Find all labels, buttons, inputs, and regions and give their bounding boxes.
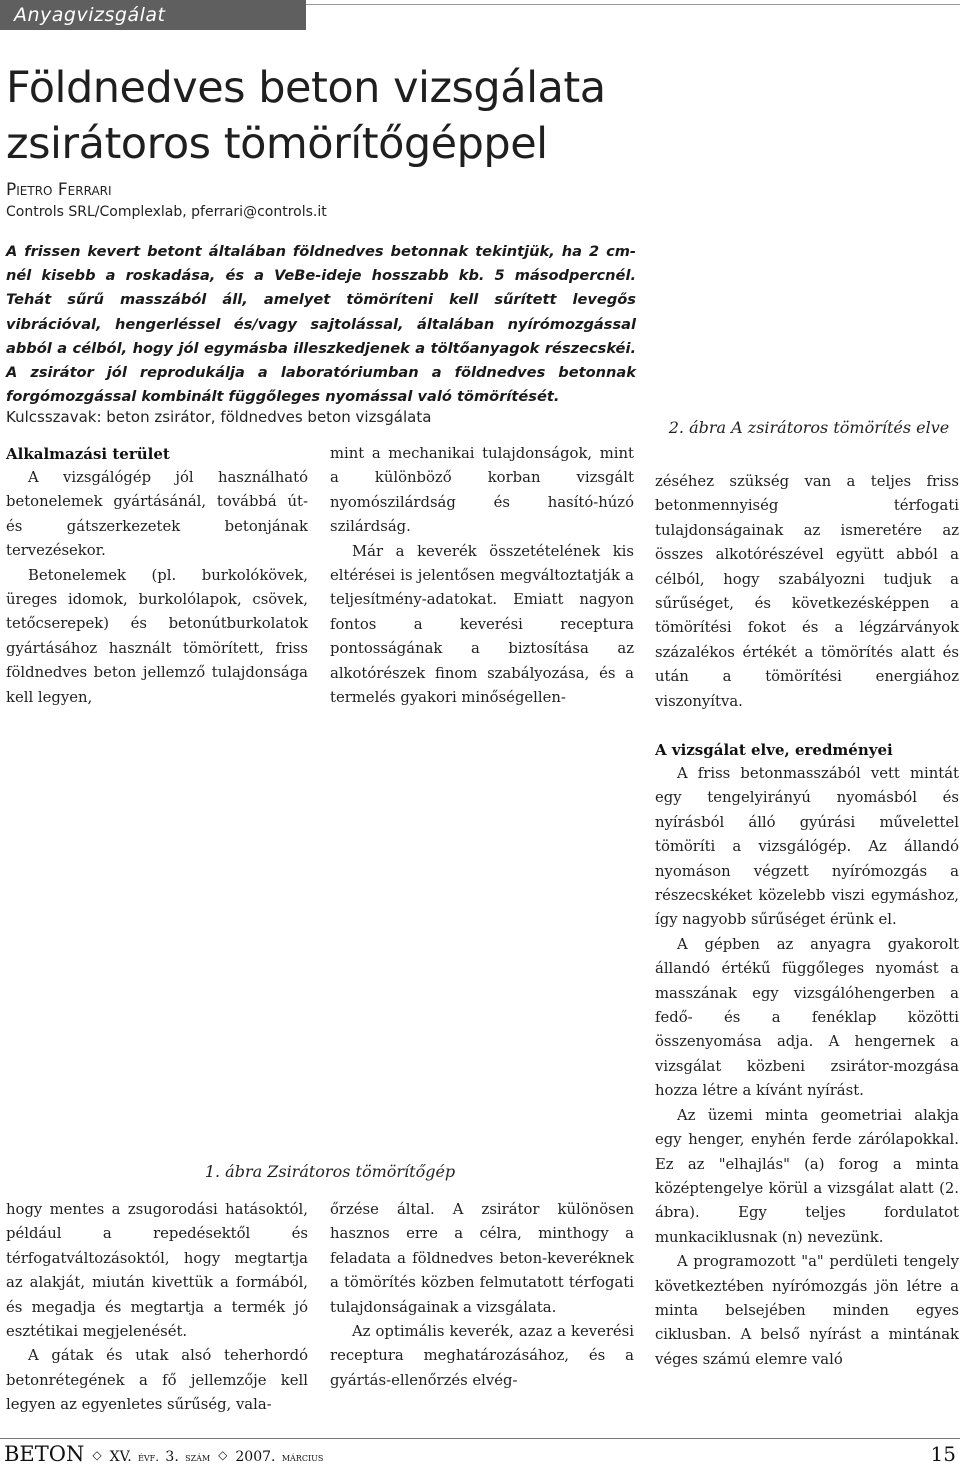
header-rule xyxy=(306,4,960,5)
footer-issue-info xyxy=(4,1442,323,1469)
figure-1-caption: 1. ábra Zsirátoros tömörítőgép xyxy=(204,1162,456,1181)
abstract: A frissen kevert betont általában földnedves betonnak tekintjük, ha 2 cm-nél kisebb a roskadása, és a VeBe-ideje hosszabb kb. 5 másodpercnél. Tehát sűrű masszából áll, amelyet tömöríteni kell sűrített levegős vibrációval, hengerléssel és/vagy sajtolással, általában nyírómozgással abból a célból, hogy jól egymásba illeszkedjenek a töltőanyagok részecskéi. A zsirátor jól reprodukálja a laboratóriumban a földnedves betonnak forgómozgással kombinált függőleges nyomással való tömörítését. xyxy=(6,243,636,406)
column-2-top xyxy=(330,442,634,710)
article-title xyxy=(6,60,766,172)
journal-name: BETON xyxy=(4,1442,85,1466)
column-3-bottom xyxy=(655,738,959,1372)
paragraph: Az optimális keverék, azaz a keverési receptura meghatározásához, és a gyártás-ellenőrzés elvég- xyxy=(330,1323,634,1389)
paragraph: A gépben az anyagra gyakorolt állandó értékű függőleges nyomást a masszának egy vizsgálóhengerben a fedő- és a fenéklap közötti összenyomása adja. A hengernek a vizsgálat közbeni zsirátor-mozgása hozza létre a kívánt nyírást. xyxy=(655,935,959,1100)
paragraph: Már a keverék összetételének kis eltérései is jelentősen megváltoztatják a teljesítmény-adatokat. Emiatt nagyon fontos a keverési receptura pontosságának a biztosítása az alkotórészek finom szabályozása, és a termelés gyakori minőségellen- xyxy=(330,542,634,707)
paragraph: Az üzemi minta geometriai alakja egy henger, enyhén ferde zárólapokkal. Ez az "elhajlás" (a) forog a minta középtengelye körül a vizsgálat alatt (2. ábra). Egy teljes fordulatot munkaciklusnak (n) nevezünk. xyxy=(655,1106,959,1246)
volume-label: évf. xyxy=(138,1450,160,1464)
paragraph: zéséhez szükség van a teljes friss betonmennyiség térfogati tulajdonságainak az ismeretére az összes alkotórészével együtt abból a célból, hogy szabályozni tudjuk a sűrűséget, és következésképpen a tömörítési fokot és a légzárványok százalékos értékét a tömörítés alatt és után a tömörítési energiához viszonyítva. xyxy=(655,473,959,710)
title-line-2: zsirátoros tömörítőgéppel xyxy=(6,119,548,169)
page-number: 15 xyxy=(930,1442,956,1466)
footer-rule xyxy=(0,1438,960,1439)
paragraph: őrzése által. A zsirátor különösen hasznos erre a célra, minthogy a feladata a földnedves beton-keveréknek a tömörítés közben felmutatott térfogati tulajdonságainak a vizsgálata. xyxy=(330,1201,634,1316)
issue-number: 3. xyxy=(165,1449,179,1465)
paragraph: A gátak és utak alsó teherhordó betonrétegének a fő jellemzője kell legyen az egyenletes sűrűség, vala- xyxy=(6,1347,308,1414)
column-2-bottom xyxy=(330,1198,634,1393)
paragraph: mint a mechanikai tulajdonságok, mint a különböző korban vizsgált nyomószilárdság és hasító-húzó szilárdság. xyxy=(330,445,634,536)
section-heading-principle: A vizsgálat elve, eredményei xyxy=(655,741,893,759)
month: március xyxy=(281,1450,324,1464)
diamond-icon: ◇ xyxy=(92,1448,102,1462)
paragraph: hogy mentes a zsugorodási hatásoktól, például a repedésektől és térfogatváltozásoktól, hogy megtartja az alakját, miután kivettük a formából, és megadja és megtartja a termék jó esztétikai megjelenését. xyxy=(6,1201,308,1341)
figure-2-caption: 2. ábra A zsirátoros tömörítés elve xyxy=(668,418,950,437)
issue-label: szám xyxy=(185,1450,211,1464)
author-name: Pietro Ferrari xyxy=(6,180,112,200)
paragraph: A vizsgálógép jól használható betonelemek gyártásánál, továbbá út- és gátszerkezetek betonjának tervezésekor. xyxy=(6,469,308,560)
paragraph: Betonelemek (pl. burkolókövek, üreges idomok, burkolólapok, csövek, tetőcserepek) és betonútburkolatok gyártásához használt tömörített, friss földnedves beton jellemző tulajdonsága kell legyen, xyxy=(6,566,308,706)
column-1-top xyxy=(6,442,308,710)
volume-number: XV. xyxy=(109,1449,132,1465)
column-3-top xyxy=(655,470,959,714)
year: 2007. xyxy=(235,1449,276,1465)
author-affiliation: Controls SRL/Complexlab, pferrari@controls.it xyxy=(6,204,327,220)
column-1-bottom xyxy=(6,1198,308,1418)
title-line-1: Földnedves beton vizsgálata xyxy=(6,63,606,113)
keywords: Kulcsszavak: beton zsirátor, földnedves beton vizsgálata xyxy=(6,408,432,426)
diamond-icon: ◇ xyxy=(218,1448,228,1462)
paragraph: A friss betonmasszából vett mintát egy tengelyirányú nyomásból és nyírásból álló gyúrási művelettel tömöríti a vizsgálógép. Az állandó nyomáson végzett nyírómozgás a részecskéket közelebb viszi egymáshoz, így nagyobb sűrűséget érünk el. xyxy=(655,765,959,929)
section-tag: Anyagvizsgálat xyxy=(0,0,306,30)
section-heading-application: Alkalmazási terület xyxy=(6,445,170,463)
paragraph: A programozott "a" perdületi tengely következtében nyírómozgás jön létre a minta belsejében minden egyes ciklusban. A belső nyírást a mintának véges számú elemre való xyxy=(655,1253,959,1368)
